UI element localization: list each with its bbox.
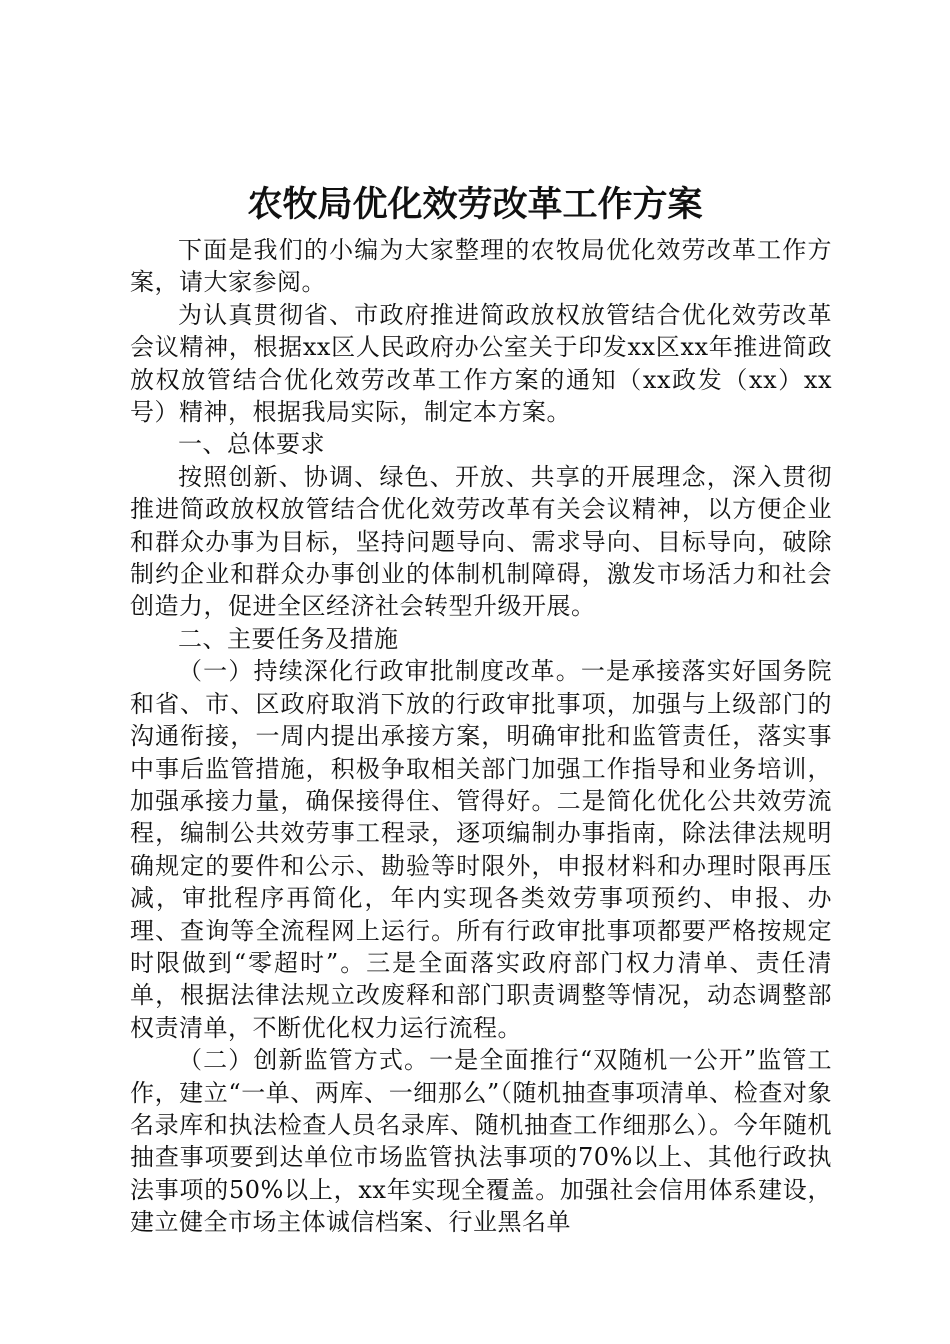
document-body	[130, 234, 832, 1239]
general-requirements-paragraph: 按照创新、协调、绿色、开放、共享的开展理念，深入贯彻推进简政放权放管结合优化效劳改革有关会议精神，以方便企业和群众办事为目标，坚持问题导向、需求导向、目标导向，破除制约企业和群众办事创业的体制机制障碍，激发市场活力和社会创造力，促进全区经济社会转型升级开展。	[130, 462, 832, 621]
section-heading-main-tasks: 二、主要任务及措施	[178, 624, 399, 653]
intro-paragraph: 下面是我们的小编为大家整理的农牧局优化效劳改革工作方案，请大家参阅。	[130, 236, 832, 297]
task-one-paragraph: （一）持续深化行政审批制度改革。一是承接落实好国务院和省、市、区政府取消下放的行政审批事项，加强与上级部门的沟通衔接，一周内提出承接方案，明确审批和监管责任，落实事中事后监管措施，积极争取相关部门加强工作指导和业务培训，加强承接力量，确保接得住、管得好。二是简化优化公共效劳流程，编制公共效劳事工程录，逐项编制办事指南，除法律法规明确规定的要件和公示、勘验等时限外，申报材料和办理时限再压减，审批程序再简化，年内实现各类效劳事项预约、申报、办理、查询等全流程网上运行。所有行政审批事项都要严格按规定时限做到“零超时”。三是全面落实政府部门权力清单、责任清单，根据法律法规立改废释和部门职责调整等情况，动态调整部权责清单，不断优化权力运行流程。	[130, 657, 832, 1042]
document-title: 农牧局优化效劳改革工作方案	[247, 184, 703, 225]
purpose-paragraph: 为认真贯彻省、市政府推进简政放权放管结合优化效劳改革会议精神，根据xx区人民政府办公室关于印发xx区xx年推进简政放权放管结合优化效劳改革工作方案的通知（xx政发（xx）xx号）精神，根据我局实际，制定本方案。	[130, 300, 832, 427]
task-two-paragraph: （二）创新监管方式。一是全面推行“双随机一公开”监管工作，建立“一单、两库、一细那么”（随机抽查事项清单、检查对象名录库和执法检查人员名录库、随机抽查工作细那么）。今年随机抽查事项要到达单位市场监管执法事项的70%以上、其他行政执法事项的50%以上，xx年实现全覆盖。加强社会信用体系建设，建立健全市场主体诚信档案、行业黑名单	[130, 1046, 832, 1237]
section-heading-general-requirements: 一、总体要求	[178, 430, 325, 459]
